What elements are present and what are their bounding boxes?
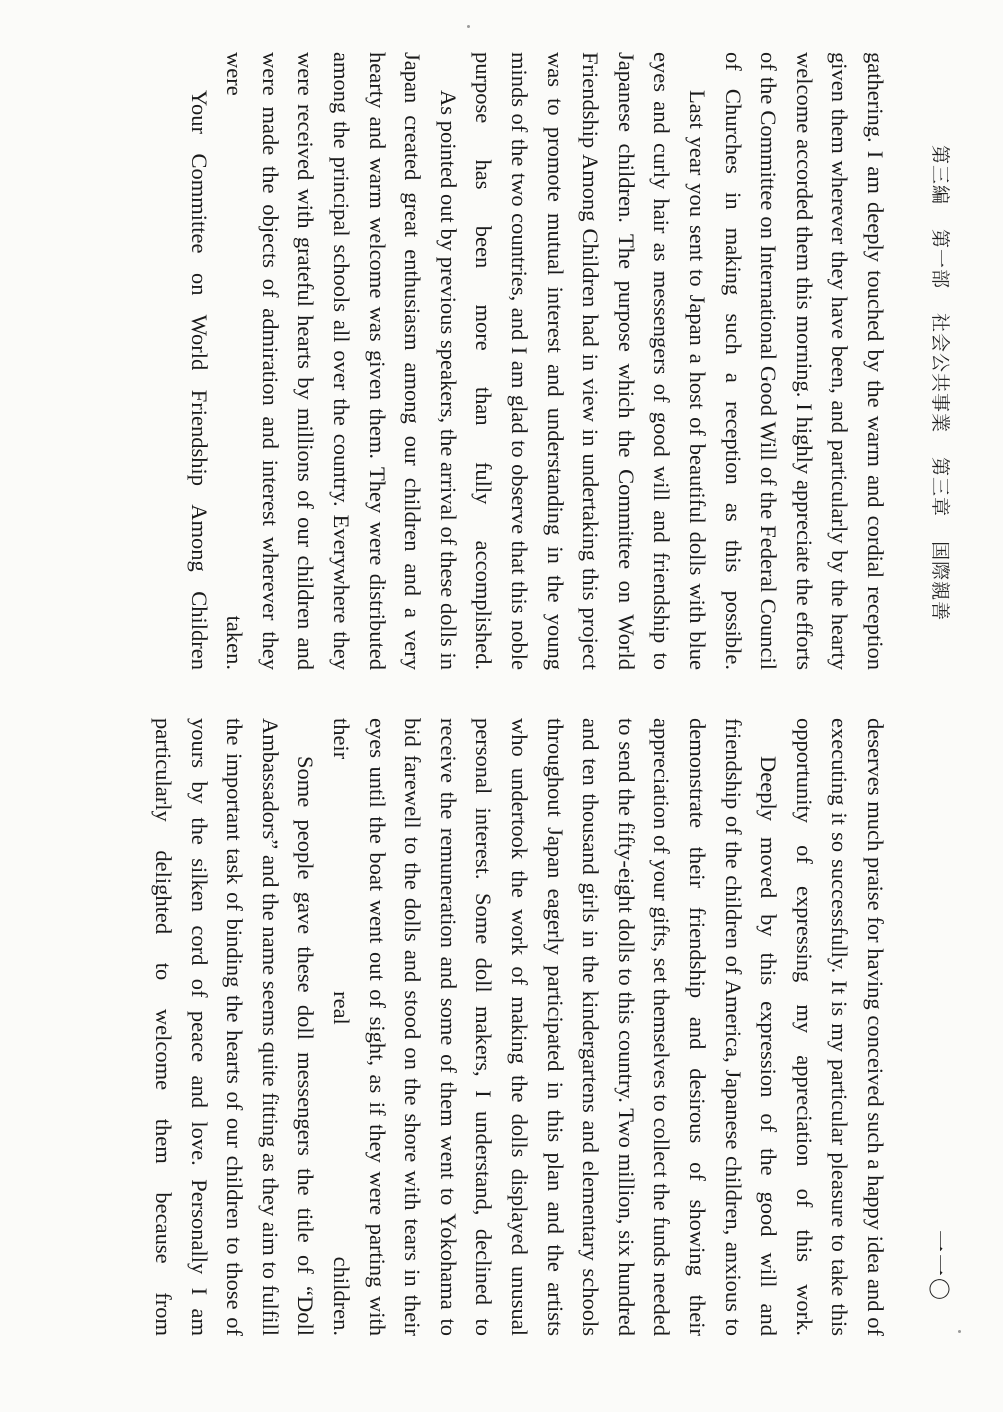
right-text-column — [146, 718, 893, 1336]
header-chapter-title: 国際親善 — [929, 541, 951, 622]
header-part: 第三編 — [929, 145, 951, 206]
page-number: 一一〇 — [925, 1230, 950, 1303]
scan-speck — [467, 25, 470, 28]
paragraph: deserves much praise for having conceived such a happy idea and of executing it so successfully. It is my particular pleasure to take this opportunity of expressing my appreciation of this work. — [791, 718, 888, 1336]
scan-speck — [958, 1330, 961, 1333]
paragraph: As pointed out by previous speakers, the arrival of these dolls in Japan created great enthusiasm among our children and a very hearty and warm welcome was given them. They were distributed among the principal schools all over the country. Everywhere they were received with grateful hearts by millions of our children and were made the objects of admiration and interest wherever they were taken. — [222, 52, 461, 670]
paragraph: Last year you sent to Japan a host of beautiful dolls with blue eyes and curly hair as messengers of good will and friendship to Japanese children. The purpose which the Committee on World Friendship Among Children had in view in undertaking this project was to promote mutual interest and understanding in the young minds of the two countries, and I am glad to observe that this noble purpose has been more than fully accomplished. — [471, 52, 711, 670]
header-breadcrumb — [928, 145, 955, 645]
running-header — [927, 0, 955, 1412]
header-title: 社会公共事業 — [929, 313, 951, 434]
left-text-column — [181, 52, 893, 670]
header-chapter: 第三章 — [929, 457, 951, 518]
paragraph: Some people gave these doll messengers the title of “Doll Ambassadors” and the name seems quite fitting as they aim to fulfill the important task of binding the hearts of our children to those of yours by the silken cord of peace and love. Personally I am particularly delighted to welcome them because from — [151, 718, 319, 1336]
paragraph: Deeply moved by this expression of the good will and friendship of the children of America, Japanese children, anxious to demonstrate their friendship and desirous of showing their appreciation of your gifts, set themselves to collect the funds needed to send the fifty-eight dolls to this country. Two million, six hundred and ten thousand girls in the kindergartens and elementary schools throughout Japan eagerly participated in this plan and the artists who undertook the work of making the dolls displayed unusual personal interest. Some doll makers, I understand, declined to receive the remuneration and some of them went to Yokohama to bid farewell to the dolls and stood on the shore with tears in their eyes until the boat went out of sight, as if they were parting with their real children. — [329, 718, 782, 1336]
paragraph: gathering. I am deeply touched by the warm and cordial reception given them wherever they have been, and particularly by the hearty welcome accorded them this morning. I highly appreciate the efforts of the Committee on International Good Will of the Federal Council of Churches in making such a reception as this possible. — [720, 52, 888, 670]
header-section: 第一部 — [929, 229, 951, 290]
paragraph: Your Committee on World Friendship Among Children — [186, 90, 212, 670]
